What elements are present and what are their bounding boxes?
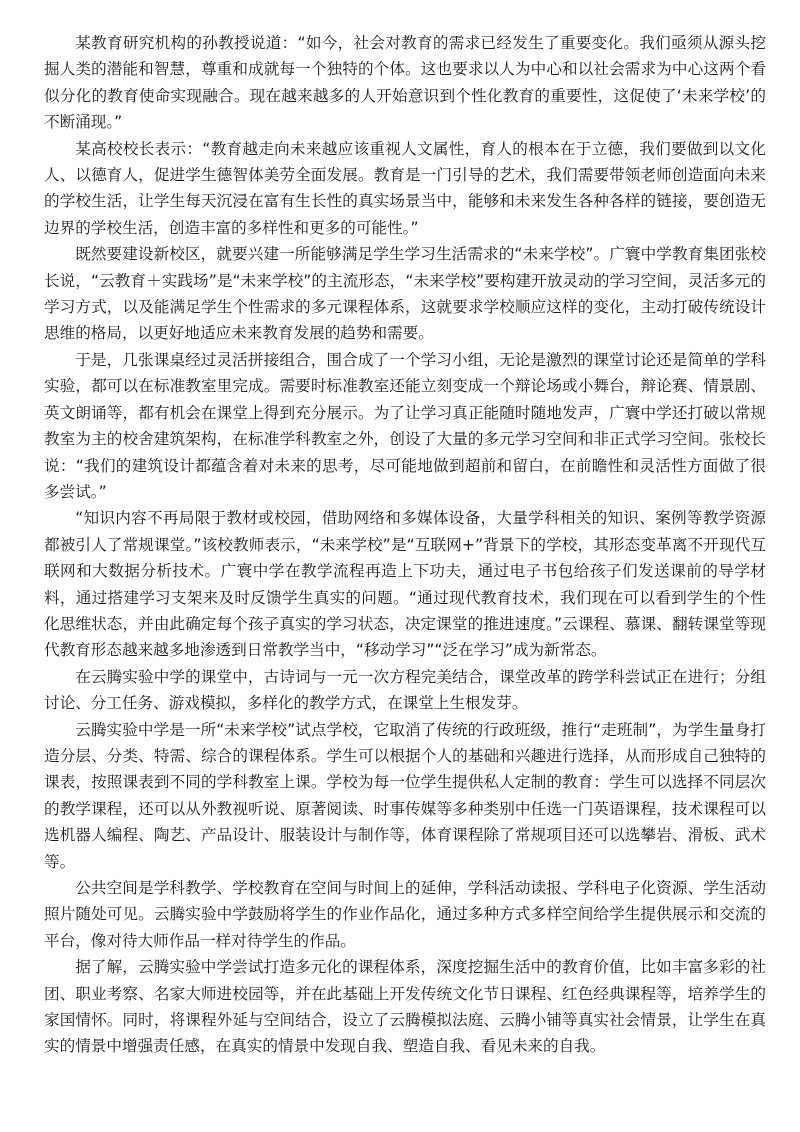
paragraph: 某高校校长表示：“教育越走向未来越应该重视人文属性，育人的根本在于立德，我们要做到以文化人、以德育人，促进学生德智体美劳全面发展。教育是一门引导的艺术，我们需要带领老师创造面向未来的学校生活，让学生每天沉浸在富有生长性的真实场景当中，能够和未来发生各种各样的链接，要创造无边界的学校生活，创造丰富的多样性和更多的可能性。” bbox=[44, 139, 766, 237]
paragraph: 据了解，云腾实验中学尝试打造多元化的课程体系，深度挖掘生活中的教育价值，比如丰富多彩的社团、职业考察、名家大师进校园等，并在此基础上开发传统文化节日课程、红色经典课程等，培养学生的家国情怀。同时，将课程外延与空间结合，设立了云腾模拟法庭、云腾小铺等真实社会情景，让学生在真实的情景中增强责任感，在真实的情景中发现自我、塑造自我、看见未来的自我。 bbox=[44, 958, 766, 1056]
paragraph: “知识内容不再局限于教材或校园，借助网络和多媒体设备，大量学科相关的知识、案例等教学资源都被引人了常规课堂。”该校教师表示，“未来学校”是“互联网+”背景下的学校，其形态变革离不开现代互联网和大数据分析技术。广寰中学在教学流程再造上下功夫，通过电子书包给孩子们发送课前的导学材料，通过搭建学习支架来及时反馈学生真实的问题。“通过现代教育技术，我们现在可以看到学生的个性化思维状态，并由此确定每个孩子真实的学习状态，决定课堂的推进速度。”云课程、慕课、翻转课堂等现代教育形态越来越多地渗透到日常教学当中，“移动学习”“泛在学习”成为新常态。 bbox=[44, 509, 766, 660]
document-page bbox=[44, 30, 766, 1060]
paragraph: 公共空间是学科教学、学校教育在空间与时间上的延伸，学科活动读报、学科电子化资源、学生活动照片随处可见。云腾实验中学鼓励将学生的作业作品化，通过多种方式多样空间给学生提供展示和交流的平台，像对待大师作品一样对待学生的作品。 bbox=[44, 879, 766, 950]
paragraph: 于是，几张课桌经过灵活拼接组合，围合成了一个学习小组，无论是激烈的课堂讨论还是简单的学科实验，都可以在标准教室里完成。需要时标准教室还能立刻变成一个辩论场或小舞台，辩论赛、情景剧、英文朗诵等，都有机会在课堂上得到充分展示。为了让学习真正能随时随地发声，广寰中学还打破以常规教室为主的校舍建筑架构，在标准学科教室之外，创设了大量的多元学习空间和非正式学习空间。张校长说：“我们的建筑设计都蕴含着对未来的思考，尽可能地做到超前和留白，在前瞻性和灵活性方面做了很多尝试。” bbox=[44, 350, 766, 501]
paragraph: 某教育研究机构的孙教授说道：“如今，社会对教育的需求已经发生了重要变化。我们亟须从源头挖掘人类的潜能和智慧，尊重和成就每一个独特的个体。这也要求以人为中心和以社会需求为中心这两个看似分化的教育使命实现融合。现在越来越多的人开始意识到个性化教育的重要性，这促使了‘未来学校’的不断涌现。” bbox=[44, 34, 766, 132]
paragraph: 既然要建设新校区，就要兴建一所能够满足学生学习生活需求的“未来学校”。广寰中学教育集团张校长说，“云教育＋实践场”是“未来学校”的主流形态，“未来学校”要构建开放灵动的学习空间，灵活多元的学习方式，以及能满足学生个性需求的多元课程体系，这就要求学校顺应这样的变化，主动打破传统设计思维的格局，以更好地适应未来教育发展的趋势和需要。 bbox=[44, 245, 766, 343]
paragraph: 云腾实验中学是一所“未来学校”试点学校，它取消了传统的行政班级，推行“走班制”，为学生量身打造分层、分类、特需、综合的课程体系。学生可以根据个人的基础和兴趣进行选择，从而形成自己独特的课表，按照课表到不同的学科教室上课。学校为每一位学生提供私人定制的教育：学生可以选择不同层次的教学课程，还可以从外教视听说、原著阅读、时事传媒等多种类别中任选一门英语课程，技术课程可以选机器人编程、陶艺、产品设计、服装设计与制作等，体育课程除了常规项目还可以选攀岩、滑板、武术等。 bbox=[44, 720, 766, 871]
paragraph: 在云腾实验中学的课堂中，古诗词与一元一次方程完美结合，课堂改革的跨学科尝试正在进行；分组讨论、分工任务、游戏模拟，多样化的教学方式，在课堂上生根发芽。 bbox=[44, 667, 766, 713]
